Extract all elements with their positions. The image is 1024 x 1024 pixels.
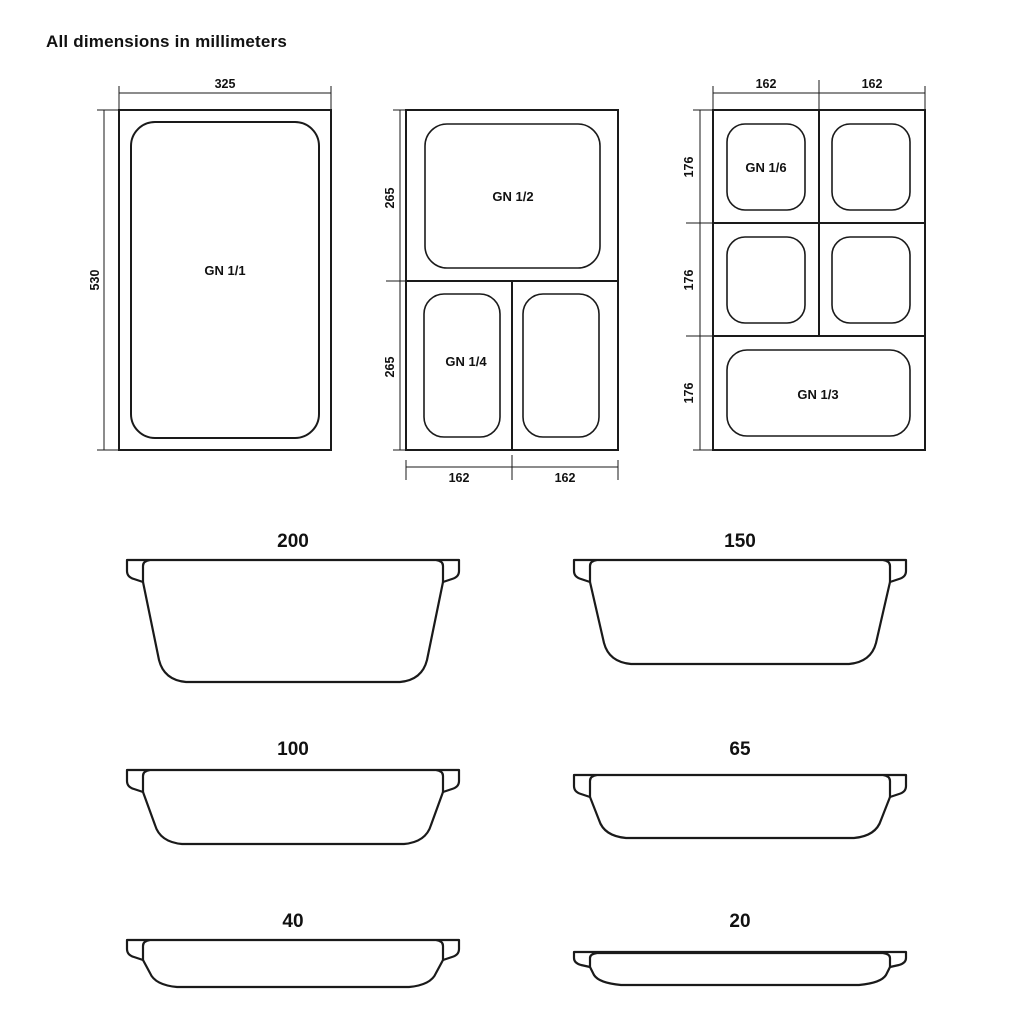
gn-1-2-dim-bottom-left-label: 162 xyxy=(448,471,470,485)
gn-1-4-basin-right xyxy=(523,294,599,437)
depth-label-200: 200 xyxy=(277,531,309,552)
depth-rim-40 xyxy=(127,940,459,960)
gn-1-1-dim-top-label: 325 xyxy=(214,77,236,91)
depth-view-200 xyxy=(127,531,459,682)
depth-body-40 xyxy=(143,960,443,987)
depth-label-100: 100 xyxy=(277,739,309,760)
depth-body-200 xyxy=(143,582,443,682)
gn-1-2-dim-left-top-label: 265 xyxy=(383,187,397,209)
depth-label-40: 40 xyxy=(282,911,304,932)
depth-body-20 xyxy=(590,967,890,985)
page-title: All dimensions in millimeters xyxy=(46,32,288,51)
gn-1-1-label: GN 1/1 xyxy=(204,263,246,278)
depth-rim-100 xyxy=(127,770,459,792)
depth-rim-150 xyxy=(574,560,906,582)
depth-label-150: 150 xyxy=(724,531,756,552)
gn-1-1-dim-left-label: 530 xyxy=(88,269,102,291)
gn-1-6-basin-4 xyxy=(832,237,910,323)
depth-body-100 xyxy=(143,792,443,844)
gn-1-2-dim-bottom-right-label: 162 xyxy=(554,471,576,485)
gn-1-2-dim-bottom-lines xyxy=(406,455,618,480)
depth-body-150 xyxy=(590,582,890,664)
depth-view-20 xyxy=(574,911,906,985)
gn-1-2-dim-left-bottom-label: 265 xyxy=(383,356,397,378)
depth-view-65 xyxy=(574,739,906,838)
gn-1-6-dim-left-bottom-label: 176 xyxy=(682,382,696,404)
depth-rim-20 xyxy=(574,952,906,967)
depth-rim-65 xyxy=(574,775,906,797)
plan-view-gn-1-2-1-4 xyxy=(383,110,618,485)
depth-view-40 xyxy=(127,911,459,987)
gn-1-6-label: GN 1/6 xyxy=(745,160,787,175)
gn-1-6-dim-top-lines xyxy=(713,80,925,112)
gn-1-1-basin xyxy=(131,122,319,438)
gn-1-6-basin-3 xyxy=(727,237,805,323)
depth-view-150 xyxy=(574,531,906,664)
gn-1-4-label: GN 1/4 xyxy=(445,354,487,369)
gn-1-1-outline xyxy=(119,110,331,450)
gn-1-6-dim-top-left-label: 162 xyxy=(755,77,777,91)
gn-1-6-dim-top-right-label: 162 xyxy=(861,77,883,91)
gn-1-2-label: GN 1/2 xyxy=(492,189,534,204)
gn-1-6-dim-left-mid-label: 176 xyxy=(682,269,696,291)
depth-rim-200 xyxy=(127,560,459,582)
plan-view-gn-1-1 xyxy=(88,77,331,450)
depth-view-100 xyxy=(127,739,459,844)
gn-1-6-basin-2 xyxy=(832,124,910,210)
depth-body-65 xyxy=(590,797,890,838)
plan-view-gn-1-6-1-3 xyxy=(682,77,925,450)
gn-1-3-label: GN 1/3 xyxy=(797,387,839,402)
depth-label-65: 65 xyxy=(729,739,751,760)
depth-label-20: 20 xyxy=(729,911,751,932)
gn-1-6-dim-left-top-label: 176 xyxy=(682,156,696,178)
